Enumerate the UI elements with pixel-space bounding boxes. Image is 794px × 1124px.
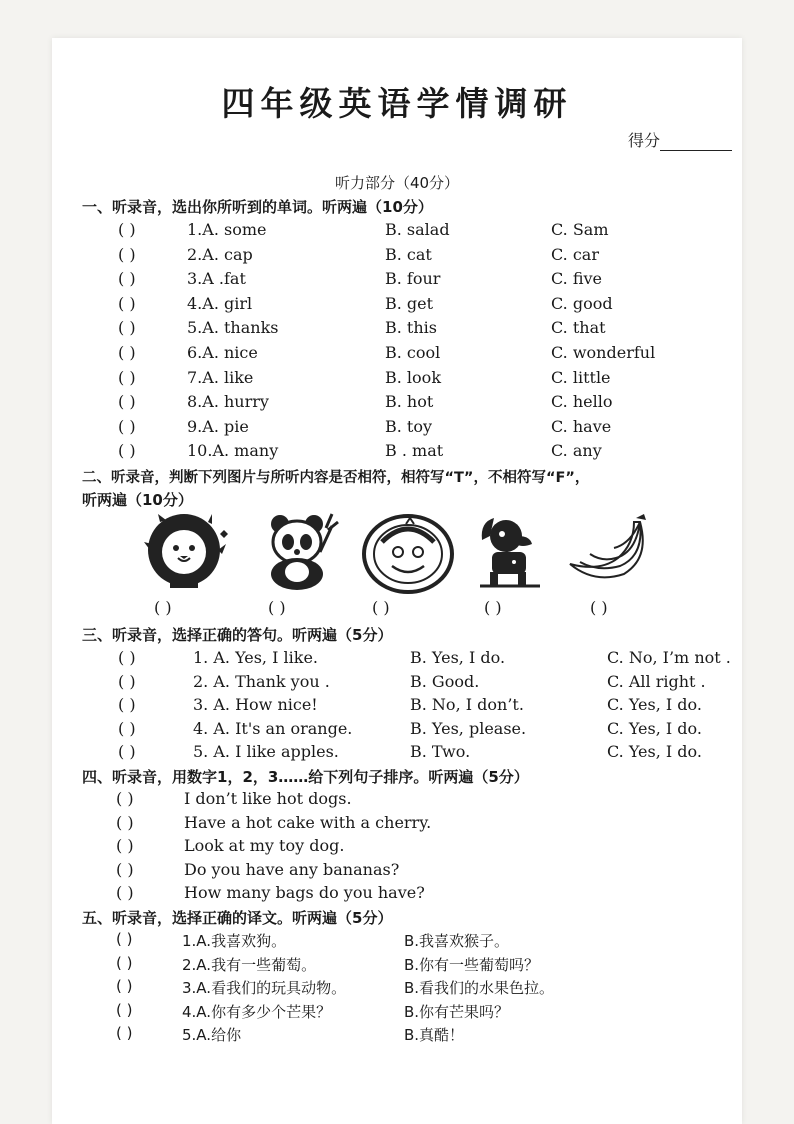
answer-blank[interactable]: ( )	[116, 977, 133, 995]
option-c: C. five	[551, 269, 603, 289]
pie-icon	[362, 512, 454, 594]
answer-blank[interactable]: ( )	[116, 859, 134, 879]
option-a: 3.A.看我们的玩具动物。	[182, 979, 347, 997]
answer-blank[interactable]: ( )	[116, 812, 134, 832]
answer-blank[interactable]: ( )	[118, 244, 136, 264]
option-a: 2.A.我有一些葡萄。	[182, 955, 317, 974]
answer-blank[interactable]: ( )	[116, 836, 134, 855]
option-a: 3. A. How nice!	[193, 695, 318, 714]
answer-blank[interactable]: ( )	[118, 695, 136, 714]
option-c: C. car	[551, 244, 599, 264]
answer-blank[interactable]: ( )	[372, 598, 390, 617]
panda-icon	[258, 512, 344, 592]
option-a: 4.A. girl	[187, 293, 253, 313]
answer-blank[interactable]: ( )	[116, 953, 133, 972]
option-b: B. four	[385, 269, 441, 289]
option-b: B. cool	[385, 343, 441, 362]
option-a: 5.A.给你	[182, 1026, 242, 1044]
option-c: C. have	[551, 416, 612, 436]
score-blank[interactable]	[660, 136, 732, 151]
answer-blank[interactable]: ( )	[118, 416, 136, 436]
option-c: C. little	[551, 367, 611, 387]
option-a: 5. A. I like apples.	[193, 742, 339, 761]
option-a: 4.A.你有多少个芒果？	[182, 1002, 332, 1021]
option-a: 1. A. Yes, I like.	[193, 648, 318, 667]
option-c: C. No, I’m not .	[607, 648, 731, 667]
option-b: B. No, I don’t.	[410, 695, 524, 714]
answer-blank[interactable]: ( )	[118, 648, 136, 667]
option-b: B. Yes, I do.	[410, 648, 506, 667]
option-b: B.真酷！	[404, 1026, 465, 1044]
answer-blank[interactable]: ( )	[590, 598, 608, 617]
part-title: 听力部分（40分）	[334, 174, 460, 192]
answer-blank[interactable]: ( )	[118, 441, 136, 461]
page-title: 四年级英语学情调研	[221, 84, 573, 123]
option-c: C. Yes, I do.	[607, 742, 702, 761]
option-b: B.我喜欢猴子。	[404, 932, 510, 950]
option-b: B.你有一些葡萄吗？	[404, 955, 540, 974]
option-c: C. hello	[551, 392, 613, 412]
section-2-heading: 二、听录音，判断下列图片与所听内容是否相符，相符写“T”，不相符写“F”，	[82, 470, 590, 486]
option-c: C. Yes, I do.	[607, 695, 702, 714]
answer-blank[interactable]: ( )	[118, 671, 136, 691]
lion-icon	[140, 512, 236, 592]
option-b: B . mat	[385, 441, 444, 461]
answer-blank[interactable]: ( )	[118, 367, 136, 387]
option-a: 10.A. many	[187, 441, 279, 461]
option-a: 5.A. thanks	[187, 318, 279, 338]
answer-blank[interactable]: ( )	[116, 789, 134, 808]
option-b: B. salad	[385, 220, 450, 239]
banana-icon	[566, 512, 654, 584]
option-c: C. good	[551, 293, 613, 313]
answer-blank[interactable]: ( )	[118, 318, 136, 338]
sentence: I don’t like hot dogs.	[184, 789, 352, 808]
dog-icon	[474, 512, 544, 592]
answer-blank[interactable]: ( )	[118, 220, 136, 239]
sentence: Have a hot cake with a cherry.	[184, 812, 432, 832]
answer-blank[interactable]: ( )	[116, 1024, 133, 1042]
option-b: B. toy	[385, 416, 433, 436]
option-b: B. Good.	[410, 671, 480, 691]
answer-blank[interactable]: ( )	[118, 718, 136, 738]
option-b: B.看我们的水果色拉。	[404, 979, 555, 997]
option-c: C. All right .	[607, 671, 706, 691]
option-a: 4. A. It's an orange.	[193, 718, 353, 738]
answer-blank[interactable]: ( )	[118, 392, 136, 412]
option-c: C. any	[551, 441, 602, 461]
option-a: 6.A. nice	[187, 343, 258, 362]
option-b: B. cat	[385, 244, 432, 264]
answer-blank[interactable]: ( )	[118, 293, 136, 313]
score-label: 得分	[628, 131, 661, 150]
answer-blank[interactable]: ( )	[116, 1000, 133, 1019]
option-a: 2. A. Thank you .	[193, 671, 330, 691]
sentence: Do you have any bananas?	[184, 859, 400, 879]
option-a: 2.A. cap	[187, 244, 253, 264]
option-c: C. that	[551, 318, 606, 338]
section-4-heading: 四、听录音，用数字1，2，3……给下列句子排序。听两遍（5分）	[82, 768, 529, 786]
option-b: B.你有芒果吗？	[404, 1002, 510, 1021]
section-2-heading-2: 听两遍（10分）	[82, 491, 193, 509]
option-b: B. this	[385, 318, 437, 338]
option-a: 1.A.我喜欢狗。	[182, 932, 287, 950]
section-5-heading: 五、听录音，选择正确的译文。听两遍（5分）	[82, 909, 393, 927]
option-c: C. wonderful	[551, 343, 656, 362]
score-field	[628, 128, 732, 151]
option-a: 9.A. pie	[187, 416, 249, 436]
section-3-heading: 三、听录音，选择正确的答句。听两遍（5分）	[82, 626, 393, 644]
option-b: B. get	[385, 293, 434, 313]
option-b: B. look	[385, 367, 442, 387]
answer-blank[interactable]: ( )	[118, 269, 136, 289]
option-a: 1.A. some	[187, 220, 267, 239]
option-a: 3.A .fat	[187, 269, 246, 289]
answer-blank[interactable]: ( )	[268, 598, 286, 617]
section-1-heading: 一、听录音，选出你所听到的单词。听两遍（10分）	[82, 198, 433, 216]
option-b: B. hot	[385, 392, 434, 412]
option-b: B. Yes, please.	[410, 718, 527, 738]
answer-blank[interactable]: ( )	[154, 598, 172, 617]
answer-blank[interactable]: ( )	[118, 742, 136, 761]
option-c: C. Sam	[551, 220, 609, 239]
sentence: How many bags do you have?	[184, 883, 425, 902]
answer-blank[interactable]: ( )	[484, 598, 502, 617]
option-b: B. Two.	[410, 742, 471, 761]
option-a: 8.A. hurry	[187, 392, 269, 412]
answer-blank[interactable]: ( )	[118, 343, 136, 362]
option-a: 7.A. like	[187, 367, 254, 387]
option-c: C. Yes, I do.	[607, 718, 702, 738]
answer-blank[interactable]: ( )	[116, 930, 133, 948]
answer-blank[interactable]: ( )	[116, 883, 134, 902]
sentence: Look at my toy dog.	[184, 836, 345, 855]
